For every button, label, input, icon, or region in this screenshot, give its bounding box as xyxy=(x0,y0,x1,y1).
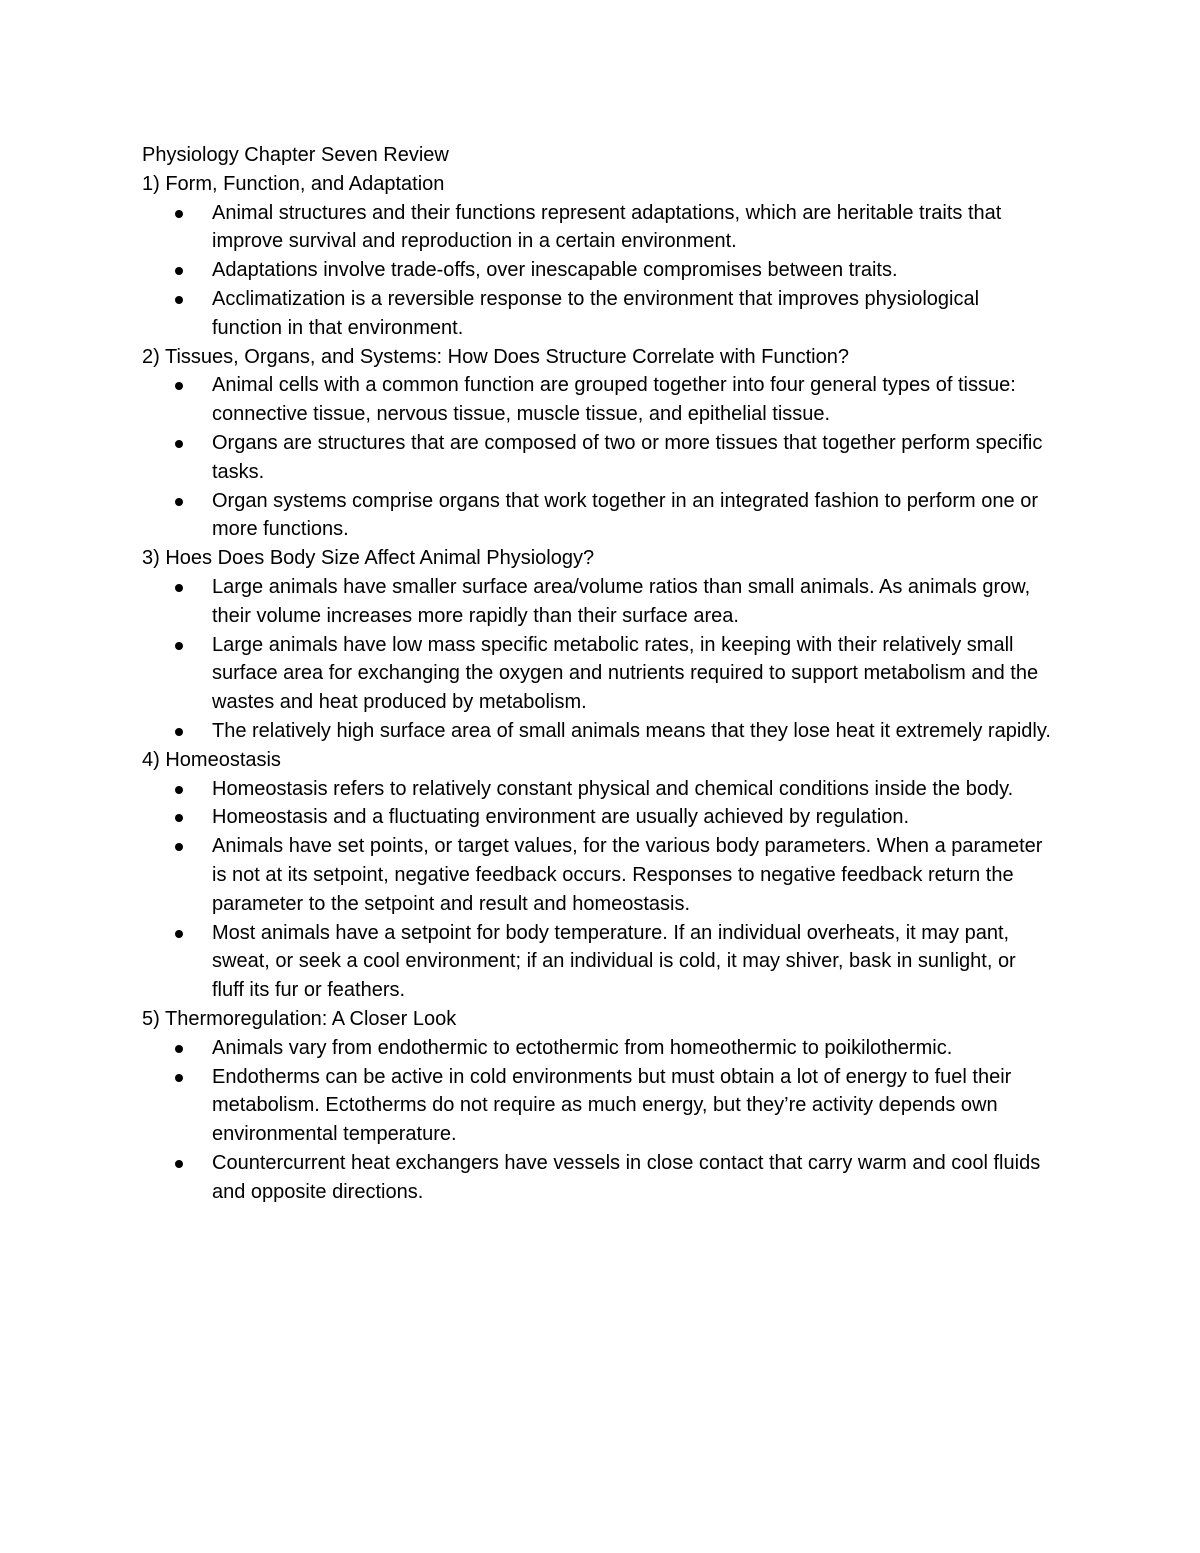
list-item xyxy=(142,285,1052,343)
bullet-dot-icon xyxy=(175,1045,183,1053)
bullet-text: The relatively high surface area of small animals means that they lose heat it extremely rapidly. xyxy=(212,719,1051,742)
section-heading: 1) Form, Function, and Adaptation xyxy=(142,172,445,195)
bullet-dot-icon xyxy=(175,584,183,592)
bullet-dot-icon xyxy=(175,814,183,822)
bullet-dot-icon xyxy=(175,382,183,390)
section-body-size xyxy=(142,544,1052,746)
section-heading: 2) Tissues, Organs, and Systems: How Does Structure Correlate with Function? xyxy=(142,345,849,368)
bullet-dot-icon xyxy=(175,498,183,506)
list-item xyxy=(142,573,1052,631)
bullet-text: Large animals have smaller surface area/volume ratios than small animals. As animals grow, their volume increases more rapidly than their surface area. xyxy=(212,575,1031,627)
bullet-dot-icon xyxy=(175,267,183,275)
bullet-text: Large animals have low mass specific metabolic rates, in keeping with their relatively small surface area for exchanging the oxygen and nutrients required to support metabolism and the wastes and heat produced by metabolism. xyxy=(212,633,1039,714)
bullet-text: Animal cells with a common function are grouped together into four general types of tissue: connective tissue, nervous tissue, muscle tissue, and epithelial tissue. xyxy=(212,374,1016,426)
list-item xyxy=(142,487,1052,545)
list-item xyxy=(142,803,1052,832)
section-heading: 4) Homeostasis xyxy=(142,748,281,771)
list-item xyxy=(142,1149,1052,1207)
list-item xyxy=(142,429,1052,487)
section-form-function-adaptation xyxy=(142,170,1052,343)
section-heading: 3) Hoes Does Body Size Affect Animal Physiology? xyxy=(142,547,595,570)
bullet-dot-icon xyxy=(175,440,183,448)
list-item xyxy=(142,256,1052,285)
bullet-text: Animal structures and their functions represent adaptations, which are heritable traits that improve survival and reproduction in a certain environment. xyxy=(212,201,1002,253)
bullet-dot-icon xyxy=(175,728,183,736)
list-item xyxy=(142,717,1052,746)
bullet-text: Organ systems comprise organs that work together in an integrated fashion to perform one or more functions. xyxy=(212,489,1038,541)
bullet-list xyxy=(142,573,1052,746)
list-item xyxy=(142,631,1052,717)
bullet-list xyxy=(142,199,1052,343)
bullet-text: Adaptations involve trade-offs, over inescapable compromises between traits. xyxy=(212,259,898,282)
bullet-text: Animals vary from endothermic to ectothermic from homeothermic to poikilothermic. xyxy=(212,1036,953,1059)
bullet-list xyxy=(142,775,1052,1005)
bullet-text: Homeostasis and a fluctuating environment are usually achieved by regulation. xyxy=(212,806,910,829)
section-tissues-organs-systems xyxy=(142,343,1052,545)
bullet-text: Endotherms can be active in cold environments but must obtain a lot of energy to fuel their metabolism. Ectotherms do not require as much energy, but they’re activity depends own environmental temperature. xyxy=(212,1065,1012,1146)
bullet-list xyxy=(142,1034,1052,1207)
bullet-dot-icon xyxy=(175,1160,183,1168)
bullet-dot-icon xyxy=(175,786,183,794)
list-item xyxy=(142,919,1052,1005)
list-item xyxy=(142,1063,1052,1149)
bullet-text: Animals have set points, or target values, for the various body parameters. When a parameter is not at its setpoint, negative feedback occurs. Responses to negative feedback return the parameter to the setpoint and result and homeostasis. xyxy=(212,835,1043,915)
bullet-dot-icon xyxy=(175,1074,183,1082)
list-item xyxy=(142,1034,1052,1063)
list-item xyxy=(142,371,1052,429)
bullet-text: Organs are structures that are composed of two or more tissues that together perform specific tasks. xyxy=(212,431,1043,483)
bullet-list xyxy=(142,371,1052,544)
bullet-dot-icon xyxy=(175,296,183,304)
section-thermoregulation xyxy=(142,1005,1052,1207)
document-body xyxy=(142,141,1052,1206)
bullet-dot-icon xyxy=(175,642,183,650)
bullet-text: Most animals have a setpoint for body temperature. If an individual overheats, it may pant, sweat, or seek a cool environment; if an individual is cold, it may shiver, bask in sunlight, or fluff its fur or feathers. xyxy=(212,921,1016,1002)
bullet-dot-icon xyxy=(175,210,183,218)
bullet-dot-icon xyxy=(175,843,183,851)
bullet-text: Homeostasis refers to relatively constant physical and chemical conditions inside the body. xyxy=(212,777,1014,800)
document-title: Physiology Chapter Seven Review xyxy=(142,144,449,166)
section-heading: 5) Thermoregulation: A Closer Look xyxy=(142,1007,457,1030)
bullet-dot-icon xyxy=(175,930,183,938)
list-item xyxy=(142,199,1052,257)
bullet-text: Countercurrent heat exchangers have vessels in close contact that carry warm and cool fluids and opposite directions. xyxy=(212,1151,1041,1203)
bullet-text: Acclimatization is a reversible response to the environment that improves physiological function in that environment. xyxy=(212,287,980,339)
section-homeostasis xyxy=(142,746,1052,1005)
list-item xyxy=(142,775,1052,804)
list-item xyxy=(142,832,1052,918)
